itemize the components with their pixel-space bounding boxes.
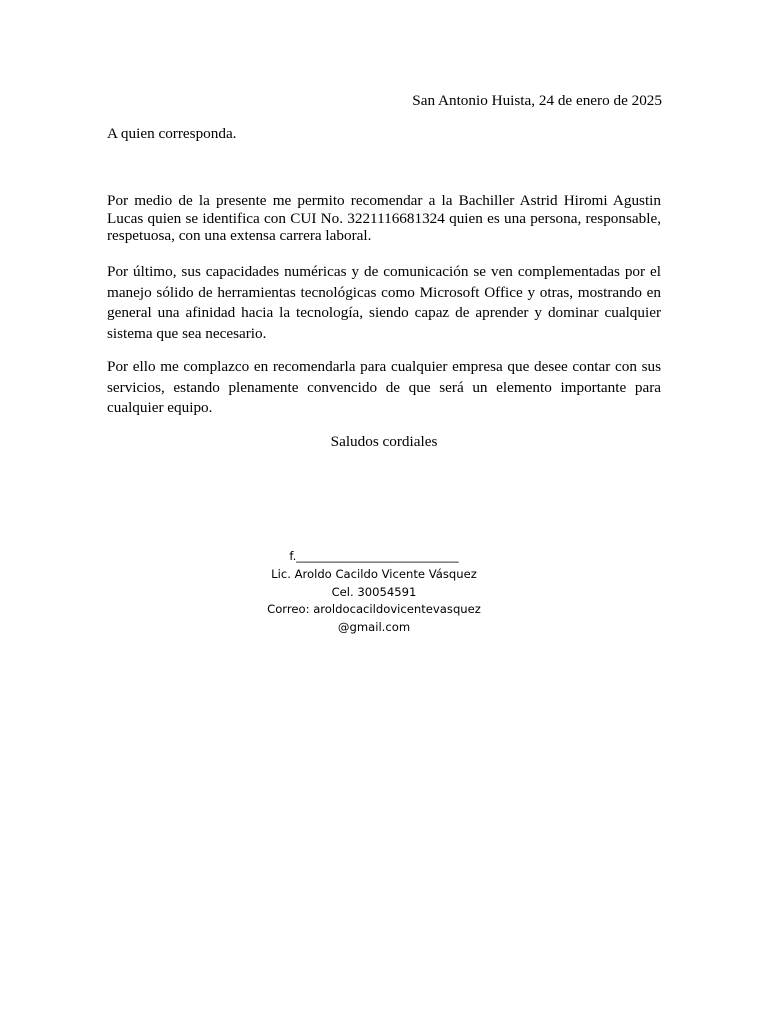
signature-line: f.____________________________ [289, 549, 459, 563]
letter-paragraph: Por último, sus capacidades numéricas y de comunicación se ven complementadas por el manejo sólido de herramientas tecnológicas como Microsoft Office y otras, mostrando en general una afinidad hacia la tecnología, siendo capaz de aprender y dominar cualquier sistema que sea necesario. [107, 263, 661, 343]
letter-date: San Antonio Huista, 24 de enero de 2025 [412, 92, 662, 109]
signer-email-line-1: Correo: aroldocacildovicentevasquez [267, 602, 481, 617]
letter-paragraph: Por ello me complazco en recomendarla para cualquier empresa que desee contar con sus servicios, estando plenamente convencido de que será un elemento importante para cualquier equipo. [107, 358, 661, 417]
signer-name: Lic. Aroldo Cacildo Vicente Vásquez [271, 566, 477, 581]
letter-paragraph: Por medio de la presente me permito recomendar a la Bachiller Astrid Hiromi Agustin Lucas quien se identifica con CUI No. 3221116681324 quien es una persona, responsable, respetuosa, con una extensa carrera laboral. [107, 192, 661, 244]
signer-email-line-2: @gmail.com [337, 620, 411, 635]
letter-closing: Saludos cordiales [330, 433, 438, 450]
signature-block [224, 548, 524, 637]
signer-phone: Cel. 30054591 [331, 584, 417, 599]
letter-salutation: A quien corresponda. [107, 125, 237, 142]
